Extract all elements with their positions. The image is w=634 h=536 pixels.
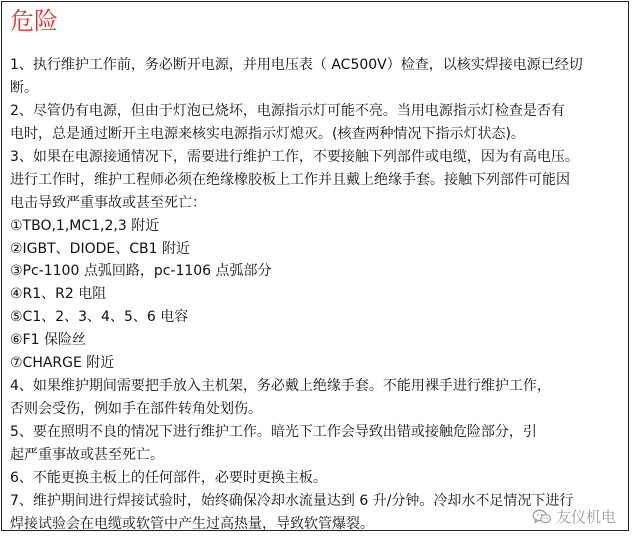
wechat-icon [532,509,552,525]
text-line: 焊接试验会在电缆或软管中产生过高热量，导致软管爆裂。 [10,515,374,532]
warning-text-body [10,54,622,536]
watermark-text: 友仪机电 [555,508,616,526]
list-item: ⑥F1 保险丝 [10,332,86,349]
text-line: 2、尽管仍有电源，但由于灯泡已烧坏，电源指示灯可能不亮。当用电源指示灯检查是否有 [10,102,565,119]
page-title: 危险 [10,7,58,35]
text-line: 4、如果维护期间需要把手放入主机架，务必戴上绝缘手套。不能用裸手进行维护工作， [10,378,551,395]
list-item: ⑦CHARGE 附近 [10,355,115,372]
text-line: 否则会受伤，例如手在部件转角处划伤。 [10,401,262,418]
text-line: 5、要在照明不良的情况下进行维护工作。暗光下工作会导致出错或接触危险部分，引 [10,424,537,440]
text-line: 起严重事故或甚至死亡。 [10,446,164,463]
warning-panel [1,1,629,531]
text-line: 3、如果在电源接通情况下，需要进行维护工作，不要接触下列部件或电缆，因为有高电压。 [10,148,579,165]
list-item: ⑤C1、2、3、4、5、6 电容 [10,309,189,326]
list-item: ④R1、R2 电阻 [10,286,107,303]
text-line: 进行工作时，维护工程师必须在绝缘橡胶板上工作并且戴上绝缘手套。接触下列部件可能因 [10,171,570,188]
text-line: 7、维护期间进行焊接试验时，始终确保冷却水流量达到 6 升/分钟。冷却水不足情况下进行 [10,492,574,509]
list-item: ②IGBT、DIODE、CB1 附近 [10,240,190,257]
text-line: 断。 [10,79,38,96]
text-line: 电击导致严重事故或甚至死亡： [10,194,206,211]
text-line: 6、不能更换主板上的任何部件，必要时更换主板。 [10,469,327,486]
list-item: ③Pc-1100 点弧回路，pc-1106 点弧部分 [10,263,272,280]
list-item: ①TBO,1,MC1,2,3 附近 [10,217,160,234]
watermark [532,509,616,525]
text-line: 电时，总是通过断开主电源来核实电源指示灯熄灭。(核查两种情况下指示灯状态)。 [10,125,525,142]
text-line: 1、执行维护工作前，务必断开电源，并用电压表（ AC500V）检查，以核实焊接电源已经切 [10,57,583,73]
